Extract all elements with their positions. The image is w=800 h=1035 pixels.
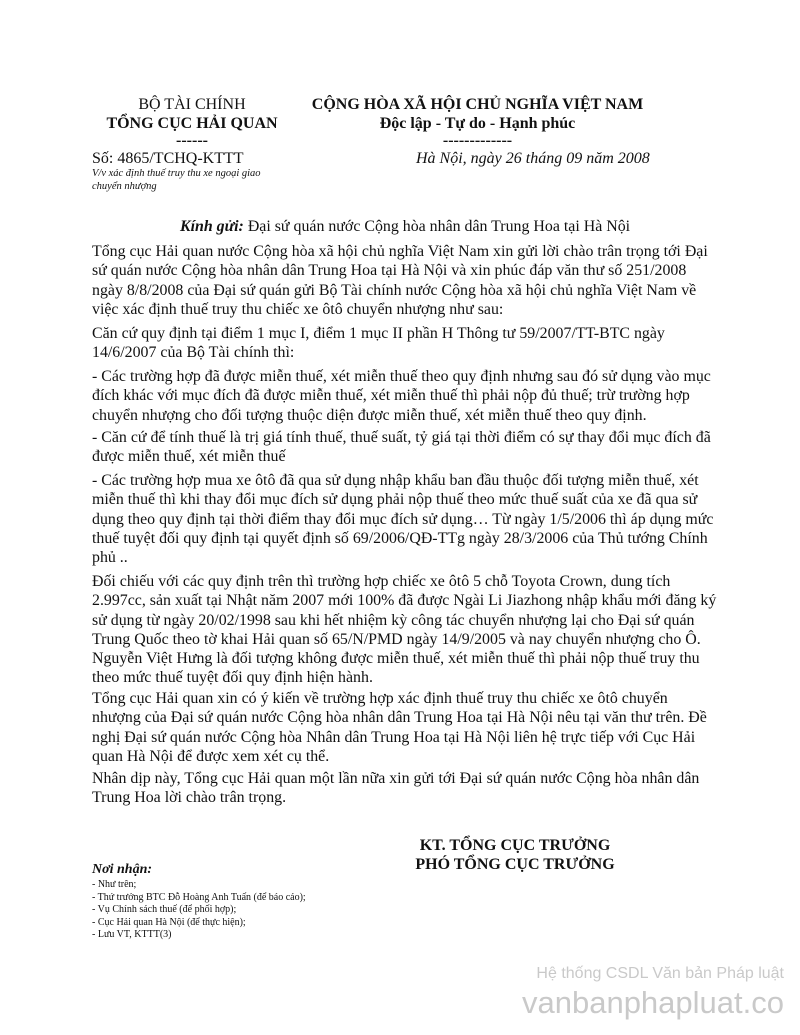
- document-date: Hà Nội, ngày 26 tháng 09 năm 2008: [416, 150, 650, 167]
- recipients-block: [92, 861, 392, 942]
- signature-block: [390, 836, 640, 874]
- signature-line-1: KT. TỔNG CỤC TRƯỞNG: [419, 837, 611, 854]
- addressee-label: Kính gửi:: [180, 218, 244, 235]
- paragraph-opinion: Tổng cục Hải quan xin có ý kiến về trường hợp xác định thuế truy thu chiếc xe ôtô chuyển nhượng của Đại sứ quán nước Cộng hòa nhân dân Trung Hoa tại Hà Nội nêu tại văn thư trên. Đề nghị Đại sứ quán nước Cộng hòa Nhân dân Trung Hoa tại Hà Nội liên hệ trực tiếp với Cục Hải quan Hà Nội để được xem xét cụ thể.: [92, 690, 707, 765]
- ministry-name: BỘ TÀI CHÍNH: [138, 96, 246, 113]
- recipient-item: - Lưu VT, KTTT(3): [92, 929, 172, 940]
- recipient-item: - Vụ Chính sách thuế (để phối hợp);: [92, 904, 237, 915]
- paragraph-intro: Tổng cục Hải quan nước Cộng hòa xã hội chủ nghĩa Việt Nam xin gửi lời chào trân trọng tới Đại sứ quán nước Cộng hòa nhân dân Trung Hoa tại Hà Nội và xin phúc đáp văn thư số 251/2008 ngày 8/8/2008 của Đại sứ quán gửi Bộ Tài chính nước Cộng hòa xã hội chủ nghĩa Việt Nam về việc xác định thuế truy thu chiếc xe ôtô chuyển nhượng như sau:: [92, 243, 708, 318]
- header-right-rule: -------------: [442, 132, 513, 149]
- document-subject: V/v xác định thuế truy thu xe ngoại giao chuyển nhượng: [92, 168, 261, 192]
- paragraph-assessment: Đối chiếu với các quy định trên thì trường hợp chiếc xe ôtô 5 chỗ Toyota Crown, dung tích 2.997cc, sản xuất tại Nhật năm 2007 mới 100% đã được Ngài Li Jiazhong nhập khẩu mới đăng ký sử dụng từ ngày 20/02/1998 sau khi hết nhiệm kỳ công tác chuyển nhượng lại cho Đại sứ quán Trung Quốc theo tờ khai Hải quan số 65/N/PMD ngày 14/9/2005 và nay chuyển nhượng cho Ô. Nguyễn Việt Hưng là đối tượng không được miễn thuế, xét miễn thuế thì phải nộp thuế truy thu theo mức thuế tuyệt đối quy định hiện hành.: [92, 573, 717, 687]
- document-number: Số: 4865/TCHQ-KTTT: [92, 150, 244, 167]
- paragraph-legal-basis: Căn cứ quy định tại điểm 1 mục I, điểm 1 mục II phần H Thông tư 59/2007/TT-BTC ngày 14/6/2007 của Bộ Tài chính thì:: [92, 325, 665, 362]
- paragraph-rule-3: - Các trường hợp mua xe ôtô đã qua sử dụng nhập khẩu ban đầu thuộc đối tượng miễn thuế, xét miễn thuế thì khi thay đổi mục đích sử dụng phải nộp thuế theo mức thuế suất của xe đã qua sử dụng theo quy định tại thời điểm thay đổi mục đích sử dụng… Từ ngày 1/5/2006 thì áp dụng mức thuế tuyệt đối quy định tại quyết định số 69/2006/QĐ-TTg ngày 28/3/2006 của Thủ tướng Chính phủ ..: [92, 472, 714, 567]
- addressee: [180, 217, 630, 236]
- recipient-item: - Cục Hải quan Hà Nội (để thực hiện);: [92, 916, 246, 928]
- recipients-title: Nơi nhận:: [92, 862, 153, 877]
- signature-line-2: PHÓ TỔNG CỤC TRƯỞNG: [415, 856, 615, 873]
- watermark-line-2: vanbanphapluat.co: [521, 985, 784, 1020]
- recipient-item: - Thứ trưởng BTC Đỗ Hoàng Anh Tuấn (để báo cáo);: [92, 891, 306, 903]
- header-left-rule: ------: [176, 132, 208, 149]
- header-left: [92, 95, 292, 148]
- watermark-line-1: Hệ thống CSDL Văn bản Pháp luật: [536, 965, 784, 982]
- paragraph-rule-2: - Căn cứ để tính thuế là trị giá tính thuế, thuế suất, tỷ giá tại thời điểm có sự thay đổi mục đích đã được miễn thuế, xét miễn thuế: [92, 429, 711, 466]
- paragraph-closing: Nhân dịp này, Tổng cục Hải quan một lần nữa xin gửi tới Đại sứ quán nước Cộng hòa nhân dân Trung Hoa lời chào trân trọng.: [92, 770, 700, 807]
- department-name: TỔNG CỤC HẢI QUAN: [106, 115, 278, 132]
- motto: Độc lập - Tự do - Hạnh phúc: [379, 115, 576, 132]
- addressee-text: Đại sứ quán nước Cộng hòa nhân dân Trung Hoa tại Hà Nội: [243, 218, 631, 235]
- header-right: [300, 95, 655, 148]
- recipient-item: - Như trên;: [92, 879, 137, 890]
- nation-name: CỘNG HÒA XÃ HỘI CHỦ NGHĨA VIỆT NAM: [311, 96, 644, 113]
- paragraph-rule-1: - Các trường hợp đã được miễn thuế, xét miễn thuế theo quy định nhưng sau đó sử dụng vào mục đích khác với mục đích đã được miễn thuế, xét miễn thuế thì phải nộp đủ thuế; trừ trường hợp chuyển nhượng cho đối tượng thuộc diện được miễn thuế, xét miễn thuế theo quy định.: [92, 368, 711, 424]
